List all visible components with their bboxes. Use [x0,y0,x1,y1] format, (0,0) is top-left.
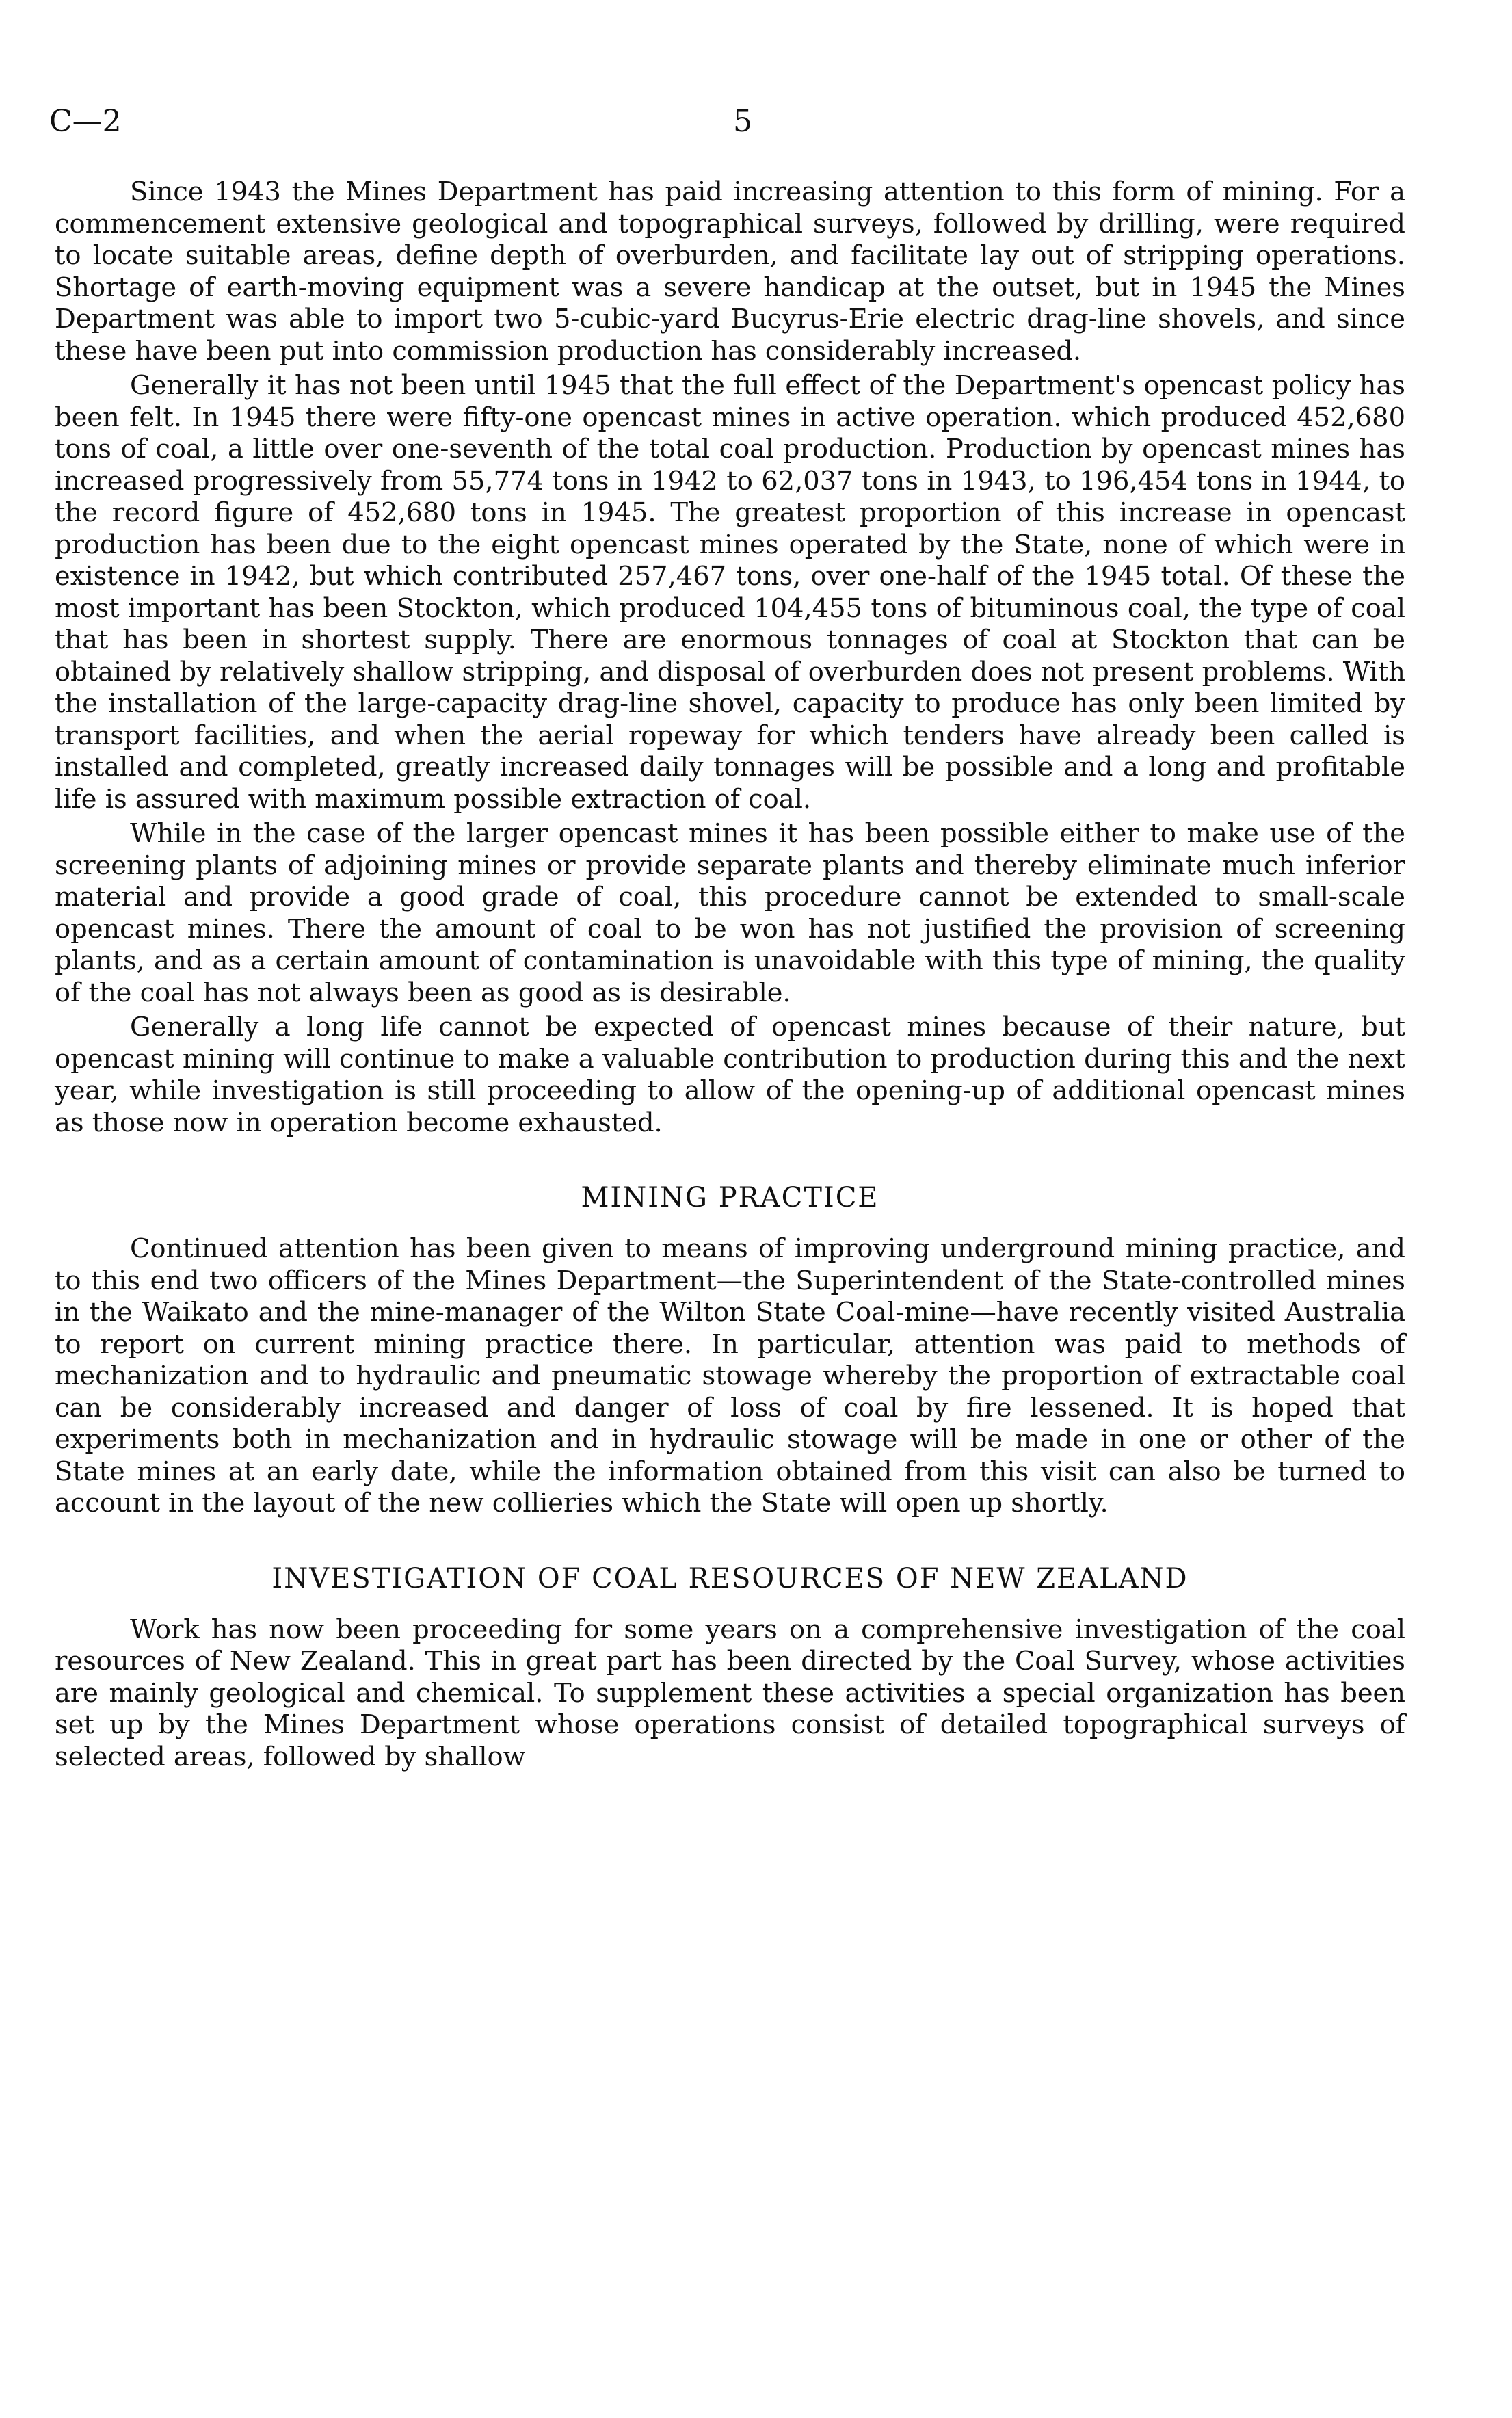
heading-investigation-coal-resources: INVESTIGATION OF COAL RESOURCES OF NEW ZEALAND [271,1562,1189,1594]
body-text [55,176,1405,1776]
page-number: 5 [733,104,752,139]
document-code: C—2 [49,104,122,139]
paragraph-opencast-policy: Generally it has not been until 1945 that the full effect of the Department's opencast policy has been felt. In 1945 there were fifty-one opencast mines in active operation. which produced 452,680 tons of coal, a little over one-seventh of the total coal production. Production by opencast mines has increased progressively from 55,774 tons in 1942 to 62,037 tons in 1943, to 196,454 tons in 1944, to the record figure of 452,680 tons in 1945. The greatest proportion of this increase in opencast production has been due to the eight opencast mines operated by the State, none of which were in existence in 1942, but which contributed 257,467 tons, over one-half of the 1945 total. Of these the most important has been Stockton, which produced 104,455 tons of bituminous coal, the type of coal that has been in shortest supply. There are enormous tonnages of coal at Stockton that can be obtained by relatively shallow stripping, and disposal of overburden does not present problems. With the installation of the large-capacity drag-line shovel, capacity to produce has only been limited by transport facilities, and when the aerial ropeway for which tenders have already been called is installed and completed, greatly increased daily tonnages will be possible and a long and profitable life is assured with maximum possible extraction of coal. [55,370,1405,815]
page-header [49,104,1463,145]
paragraph-investigation: Work has now been proceeding for some years on a comprehensive investigation of the coal resources of New Zealand. This in great part has been directed by the Coal Survey, whose activities are mainly geological and chemical. To supplement these activities a special organization has been set up by the Mines Department whose operations consist of detailed topographical surveys of selected areas, followed by shallow [55,1614,1405,1772]
paragraph-opencast-life: Generally a long life cannot be expected of opencast mines because of their nature, but opencast mining will continue to make a valuable contribution to production during this and the next year, while investigation is still proceeding to allow of the opening-up of additional opencast mines as those now in operation become exhausted. [55,1012,1405,1138]
paragraph-screening-plants: While in the case of the larger opencast mines it has been possible either to make use of the screening plants of adjoining mines or provide separate plants and thereby eliminate much inferior material and provide a good grade of coal, this procedure cannot be extended to small-scale opencast mines. There the amount of coal to be won has not justified the provision of screening plants, and as a certain amount of contamination is unavoidable with this type of mining, the quality of the coal has not always been as good as is desirable. [55,818,1405,1008]
heading-mining-practice: MINING PRACTICE [581,1182,879,1213]
paragraph-mining-practice: Continued attention has been given to means of improving underground mining practice, and to this end two officers of the Mines Department—the Superintendent of the State-controlled mines in the Waikato and the mine-manager of the Wilton State Coal-mine—have recently visited Australia to report on current mining practice there. In particular, attention was paid to methods of mechanization and to hydraulic and pneumatic stowage whereby the proportion of extractable coal can be considerably increased and danger of loss of coal by fire lessened. It is hoped that experiments both in mechanization and in hydraulic stowage will be made in one or other of the State mines at an early date, while the information obtained from this visit can also be turned to account in the layout of the new collieries which the State will open up shortly. [55,1233,1405,1519]
paragraph-opencast-since-1943: Since 1943 the Mines Department has paid increasing attention to this form of mining. For a commencement extensive geological and topographical surveys, followed by drilling, were required to locate suitable areas, define depth of overburden, and facilitate lay out of stripping operations. Shortage of earth-moving equipment was a severe handicap at the outset, but in 1945 the Mines Department was able to import two 5-cubic-yard Bucyrus-Erie electric drag-line shovels, and since these have been put into commission production has considerably increased. [55,176,1405,367]
